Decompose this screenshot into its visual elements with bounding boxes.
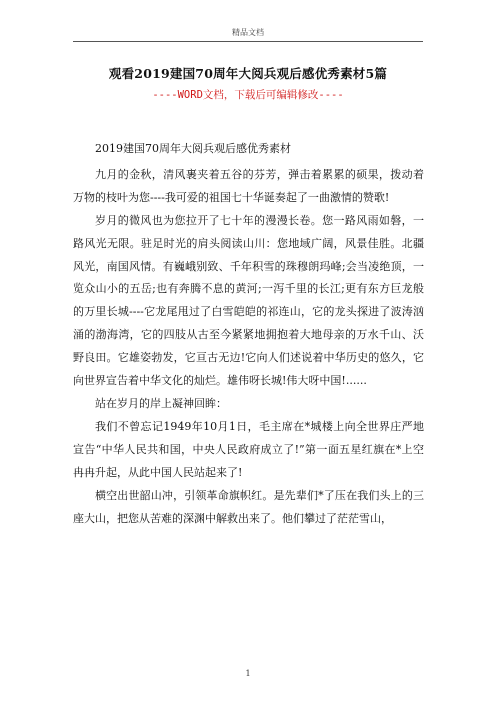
- header-rule: [73, 41, 423, 42]
- body-paragraph: 我们不曾忘记1949年10月1日，毛主席在*城楼上向全世界庄严地宣告“中华人民共和国，中央人民政府成立了!”第一面五星红旗在*上空冉冉升起，从此中国人民站起来了!: [73, 419, 424, 479]
- page-number: 1: [245, 669, 251, 678]
- body-paragraph: 横空出世韶山冲，引领革命旗帜红。是先辈们*了压在我们头上的三座大山，把您从苦难的深渊中解救出来了。他们攀过了茫茫雪山，: [73, 488, 424, 525]
- body-paragraph: 站在岁月的岸上凝神回眸：: [95, 396, 227, 410]
- document-body: [73, 138, 424, 530]
- body-paragraph: 2019建国70周年大阅兵观后感优秀素材: [95, 142, 291, 155]
- document-subtitle: ----WORD文档，下载后可编辑修改----: [152, 89, 344, 101]
- document-title: 观看2019建国70周年大阅兵观后感优秀素材5篇: [108, 66, 388, 81]
- header-label: 精品文档: [232, 28, 264, 37]
- body-paragraph: 九月的金秋，清风裹夹着五谷的芬芳，弹击着累累的硕果，拨动着万物的枝叶为您----我可爱的祖国七十华诞奏起了一曲激情的赞歌!: [73, 167, 424, 204]
- body-paragraph: 岁月的微风也为您拉开了七十年的漫漫长卷。您一路风雨如磐，一路风光无限。驻足时光的肩头阅读山川：您地域广阔，风景佳胜。北疆风光，南国风情。有巍峨别致、千年积雪的珠穆朗玛峰;会当凌绝顶，一览众山小的五岳;也有奔腾不息的黄河;一泻千里的长江;更有东方巨龙般的万里长城----它龙尾甩过了白雪皑皑的祁连山，它的龙头探进了波涛汹涌的渤海湾，它的四肢从古至今紧紧地拥抱着大地母亲的万水千山、沃野良田。它雄姿勃发，它亘古无边!它向人们述说着中华历史的悠久，它向世界宣告着中华文化的灿烂。雄伟呀长城!伟大呀中国!......: [73, 213, 424, 388]
